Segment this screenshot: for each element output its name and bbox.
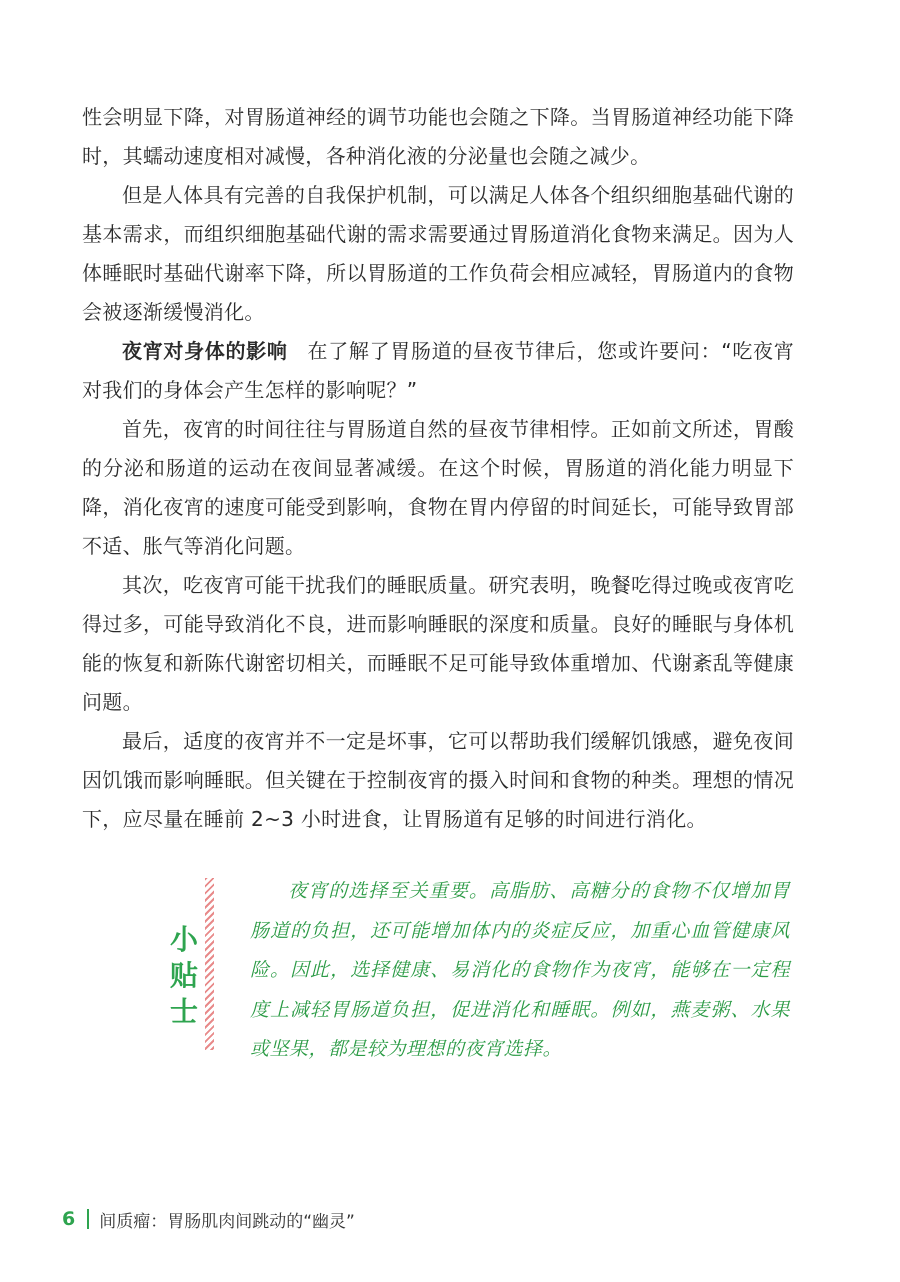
paragraph-4: 首先，夜宵的时间往往与胃肠道自然的昼夜节律相悖。正如前文所述，胃酸的分泌和肠道的运动在夜间显著减缓。在这个时候，胃肠道的消化能力明显下降，消化夜宵的速度可能受到影响，食物在胃内停留的时间延长，可能导致胃部不适、胀气等消化问题。 <box>82 417 794 558</box>
section-heading: 夜宵对身体的影响 <box>122 339 288 363</box>
paragraph-6: 最后，适度的夜宵并不一定是坏事，它可以帮助我们缓解饥饿感，避免夜间因饥饿而影响睡眠。但关键在于控制夜宵的摄入时间和食物的种类。理想的情况下，应尽量在睡前 2~3 小时进食，让胃肠道有足够的时间进行消化。 <box>82 729 794 831</box>
tip-text: 夜宵的选择至关重要。高脂肪、高糖分的食物不仅增加胃肠道的负担，还可能增加体内的炎症反应，加重心血管健康风险。因此，选择健康、易消化的食物作为夜宵，能够在一定程度上减轻胃肠道负担，促进消化和睡眠。例如，燕麦粥、水果或坚果，都是较为理想的夜宵选择。 <box>250 880 790 1060</box>
footer-divider <box>87 1209 89 1229</box>
tip-stripe-decoration <box>205 878 214 1050</box>
book-title: 间质瘤：胃肠肌肉间跳动的“幽灵” <box>99 1211 355 1232</box>
page-footer <box>62 1204 355 1234</box>
paragraph-2: 但是人体具有完善的自我保护机制，可以满足人体各个组织细胞基础代谢的基本需求，而组织细胞基础代谢的需求需要通过胃肠道消化食物来满足。因为人体睡眠时基础代谢率下降，所以胃肠道的工作负荷会相应减轻，胃肠道内的食物会被逐渐缓慢消化。 <box>82 183 794 324</box>
paragraph-3 <box>82 332 794 410</box>
page-number: 6 <box>62 1208 76 1230</box>
paragraph-5: 其次，吃夜宵可能干扰我们的睡眠质量。研究表明，晚餐吃得过晚或夜宵吃得过多，可能导致消化不良，进而影响睡眠的深度和质量。良好的睡眠与身体机能的恢复和新陈代谢密切相关，而睡眠不足可能导致体重增加、代谢紊乱等健康问题。 <box>82 573 794 714</box>
paragraph-1: 性会明显下降，对胃肠道神经的调节功能也会随之下降。当胃肠道神经功能下降时，其蠕动速度相对减慢，各种消化液的分泌量也会随之减少。 <box>82 105 794 168</box>
main-text <box>82 98 794 839</box>
tip-box <box>160 872 800 1060</box>
tip-label: 小贴士 <box>169 923 198 1028</box>
paragraph-3-text: 在了解了胃肠道的昼夜节律后，您或许要问：“吃夜宵对我们的身体会产生怎样的影响呢？” <box>82 339 795 402</box>
